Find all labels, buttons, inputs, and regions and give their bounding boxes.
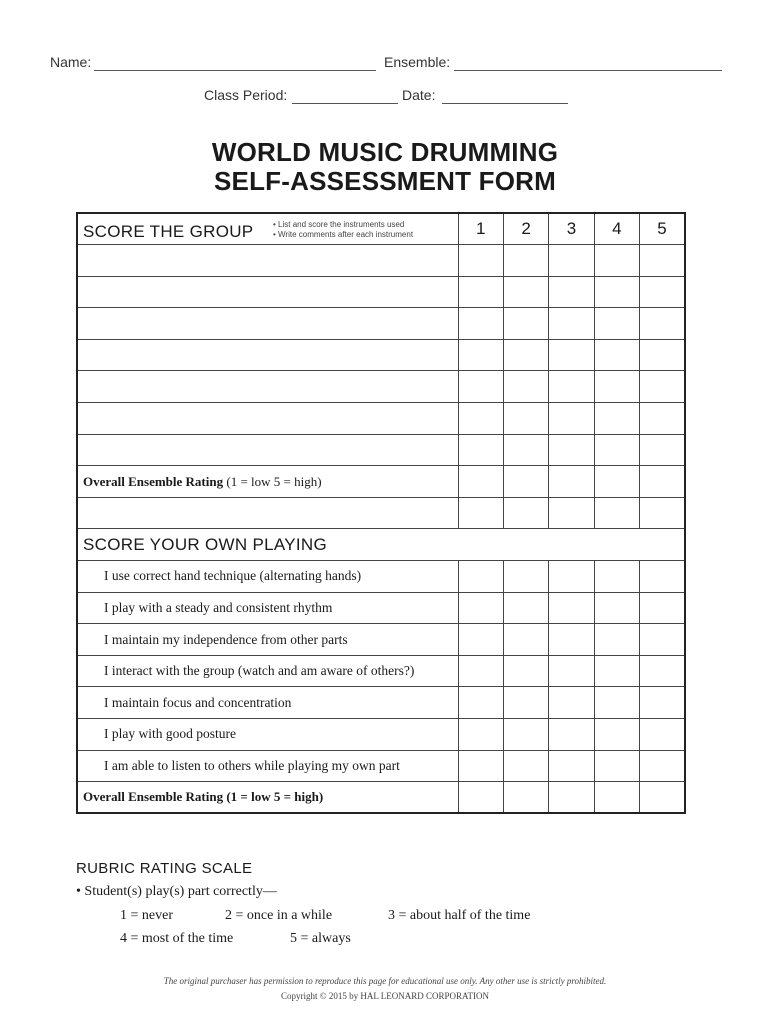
group-rating-score-1[interactable] bbox=[458, 466, 503, 498]
statement-score-1[interactable] bbox=[458, 624, 503, 656]
statement-text: I am able to listen to others while playing my own part bbox=[77, 750, 458, 782]
rating-scale-text: (1 = low 5 = high) bbox=[223, 473, 322, 489]
instrument-score-1[interactable] bbox=[458, 276, 503, 308]
instrument-score-4[interactable] bbox=[594, 371, 639, 403]
statement-score-3[interactable] bbox=[549, 655, 594, 687]
statement-score-4[interactable] bbox=[594, 655, 639, 687]
score-the-group-heading: SCORE THE GROUP bbox=[83, 222, 254, 241]
instrument-score-1[interactable] bbox=[458, 308, 503, 340]
statement-score-3[interactable] bbox=[549, 592, 594, 624]
group-rating-score-3[interactable] bbox=[549, 466, 594, 498]
statement-score-2[interactable] bbox=[503, 592, 548, 624]
instrument-row bbox=[77, 245, 685, 277]
group-comment-score-2[interactable] bbox=[503, 497, 548, 529]
instrument-row bbox=[77, 339, 685, 371]
instrument-score-1[interactable] bbox=[458, 434, 503, 466]
instrument-row bbox=[77, 276, 685, 308]
statement-score-1[interactable] bbox=[458, 750, 503, 782]
instrument-row bbox=[77, 308, 685, 340]
instruction-2: • Write comments after each instrument bbox=[273, 230, 414, 239]
instrument-score-2[interactable] bbox=[503, 371, 548, 403]
instrument-score-1[interactable] bbox=[458, 371, 503, 403]
statement-score-5[interactable] bbox=[640, 561, 685, 593]
instrument-score-5[interactable] bbox=[640, 339, 685, 371]
group-comment-score-5[interactable] bbox=[640, 497, 685, 529]
group-comment-row bbox=[77, 497, 685, 529]
statement-text: I maintain my independence from other parts bbox=[77, 624, 458, 656]
rubric-bullet: • Student(s) play(s) part correctly— bbox=[76, 884, 277, 899]
group-rating-score-2[interactable] bbox=[503, 466, 548, 498]
statement-score-1[interactable] bbox=[458, 687, 503, 719]
instrument-score-4[interactable] bbox=[594, 434, 639, 466]
instrument-score-4[interactable] bbox=[594, 276, 639, 308]
own-rating-score-3[interactable] bbox=[549, 782, 594, 814]
instrument-score-2[interactable] bbox=[503, 339, 548, 371]
period-date-row bbox=[204, 87, 568, 107]
name-field[interactable] bbox=[94, 70, 376, 71]
statement-score-2[interactable] bbox=[503, 719, 548, 751]
statement-row bbox=[77, 655, 685, 687]
group-comment-score-1[interactable] bbox=[458, 497, 503, 529]
instrument-entry-field[interactable] bbox=[77, 339, 458, 371]
own-rating-row bbox=[77, 782, 685, 814]
title-line-2: SELF-ASSESSMENT FORM bbox=[213, 166, 556, 196]
statement-text: I use correct hand technique (alternating hands) bbox=[77, 561, 458, 593]
instrument-score-5[interactable] bbox=[640, 245, 685, 277]
scale-2: 2 = once in a while bbox=[225, 908, 333, 923]
group-instructions bbox=[273, 220, 413, 240]
group-comment-field[interactable] bbox=[77, 497, 458, 529]
instrument-score-2[interactable] bbox=[503, 276, 548, 308]
statement-score-3[interactable] bbox=[549, 624, 594, 656]
instrument-score-3[interactable] bbox=[549, 339, 594, 371]
statement-score-5[interactable] bbox=[640, 655, 685, 687]
statement-text: I play with a steady and consistent rhythm bbox=[77, 592, 458, 624]
scale-5: 5 = always bbox=[290, 931, 351, 946]
instrument-score-5[interactable] bbox=[640, 276, 685, 308]
score-your-own-playing-heading: SCORE YOUR OWN PLAYING bbox=[77, 529, 685, 561]
instrument-entry-field[interactable] bbox=[77, 403, 458, 435]
statement-score-1[interactable] bbox=[458, 655, 503, 687]
score-col-3: 3 bbox=[549, 213, 594, 245]
statement-score-5[interactable] bbox=[640, 592, 685, 624]
score-col-5: 5 bbox=[640, 213, 685, 245]
scale-1: 1 = never bbox=[120, 908, 173, 923]
statement-row bbox=[77, 687, 685, 719]
instrument-score-1[interactable] bbox=[458, 403, 503, 435]
group-comment-score-4[interactable] bbox=[594, 497, 639, 529]
group-rating-row bbox=[77, 466, 685, 498]
instrument-score-3[interactable] bbox=[549, 245, 594, 277]
statement-score-4[interactable] bbox=[594, 687, 639, 719]
instrument-score-3[interactable] bbox=[549, 434, 594, 466]
instrument-score-3[interactable] bbox=[549, 276, 594, 308]
ensemble-field[interactable] bbox=[454, 70, 722, 71]
instrument-entry-field[interactable] bbox=[77, 371, 458, 403]
statement-score-5[interactable] bbox=[640, 719, 685, 751]
statement-score-2[interactable] bbox=[503, 750, 548, 782]
page-title bbox=[0, 138, 770, 196]
statement-score-4[interactable] bbox=[594, 561, 639, 593]
statement-score-5[interactable] bbox=[640, 687, 685, 719]
ensemble-label: Ensemble: bbox=[384, 54, 451, 70]
own-rating-score-4[interactable] bbox=[594, 782, 639, 814]
own-rating-score-5[interactable] bbox=[640, 782, 685, 814]
instrument-score-2[interactable] bbox=[503, 403, 548, 435]
score-col-2: 2 bbox=[503, 213, 548, 245]
own-rating-score-2[interactable] bbox=[503, 782, 548, 814]
permission-notice: The original purchaser has permission to reproduce this page for educational use only. Any other use is strictly prohibited. bbox=[163, 976, 607, 986]
own-rating-score-1[interactable] bbox=[458, 782, 503, 814]
instrument-entry-field[interactable] bbox=[77, 434, 458, 466]
statement-score-4[interactable] bbox=[594, 592, 639, 624]
group-comment-score-3[interactable] bbox=[549, 497, 594, 529]
instrument-score-4[interactable] bbox=[594, 403, 639, 435]
own-header-row bbox=[77, 529, 685, 561]
instruction-1: • List and score the instruments used bbox=[273, 220, 405, 229]
instrument-score-3[interactable] bbox=[549, 371, 594, 403]
group-overall-rating-label bbox=[77, 466, 458, 498]
instrument-score-2[interactable] bbox=[503, 308, 548, 340]
title-line-1: WORLD MUSIC DRUMMING bbox=[211, 137, 559, 167]
statement-row bbox=[77, 561, 685, 593]
instrument-score-5[interactable] bbox=[640, 434, 685, 466]
statement-score-1[interactable] bbox=[458, 719, 503, 751]
instrument-score-2[interactable] bbox=[503, 434, 548, 466]
instrument-row bbox=[77, 434, 685, 466]
statement-score-2[interactable] bbox=[503, 624, 548, 656]
group-rating-score-5[interactable] bbox=[640, 466, 685, 498]
group-header-cell bbox=[77, 213, 458, 245]
scale-4: 4 = most of the time bbox=[120, 931, 234, 946]
statement-score-4[interactable] bbox=[594, 719, 639, 751]
group-rating-score-4[interactable] bbox=[594, 466, 639, 498]
instrument-score-5[interactable] bbox=[640, 371, 685, 403]
score-col-4: 4 bbox=[594, 213, 639, 245]
statement-score-3[interactable] bbox=[549, 719, 594, 751]
instrument-score-4[interactable] bbox=[594, 339, 639, 371]
instrument-entry-field[interactable] bbox=[77, 245, 458, 277]
statement-score-2[interactable] bbox=[503, 687, 548, 719]
scale-3: 3 = about half of the time bbox=[388, 908, 531, 923]
statement-score-3[interactable] bbox=[549, 687, 594, 719]
instrument-score-2[interactable] bbox=[503, 245, 548, 277]
statement-score-1[interactable] bbox=[458, 592, 503, 624]
statement-score-3[interactable] bbox=[549, 561, 594, 593]
instrument-entry-field[interactable] bbox=[77, 276, 458, 308]
statement-row bbox=[77, 624, 685, 656]
instrument-score-3[interactable] bbox=[549, 403, 594, 435]
date-label: Date: bbox=[402, 87, 436, 103]
statement-text: I play with good posture bbox=[77, 719, 458, 751]
instrument-score-5[interactable] bbox=[640, 308, 685, 340]
score-col-1: 1 bbox=[458, 213, 503, 245]
instrument-row bbox=[77, 371, 685, 403]
statement-score-2[interactable] bbox=[503, 561, 548, 593]
statement-score-3[interactable] bbox=[549, 750, 594, 782]
copyright: Copyright © 2015 by HAL LEONARD CORPORATION bbox=[280, 991, 489, 1001]
statement-text: I maintain focus and concentration bbox=[77, 687, 458, 719]
statement-row bbox=[77, 719, 685, 751]
statement-score-1[interactable] bbox=[458, 561, 503, 593]
date-field[interactable] bbox=[442, 103, 568, 104]
instrument-entry-field[interactable] bbox=[77, 308, 458, 340]
group-header-row bbox=[77, 213, 685, 245]
instrument-score-4[interactable] bbox=[594, 308, 639, 340]
statement-score-4[interactable] bbox=[594, 750, 639, 782]
name-ensemble-row bbox=[50, 54, 722, 74]
statement-text: I interact with the group (watch and am aware of others?) bbox=[77, 655, 458, 687]
instrument-score-4[interactable] bbox=[594, 245, 639, 277]
class-period-label: Class Period: bbox=[204, 87, 288, 103]
instrument-score-1[interactable] bbox=[458, 339, 503, 371]
rubric-title: RUBRIC RATING SCALE bbox=[76, 860, 253, 877]
instrument-row bbox=[77, 403, 685, 435]
statement-score-2[interactable] bbox=[503, 655, 548, 687]
instrument-score-1[interactable] bbox=[458, 245, 503, 277]
statement-score-4[interactable] bbox=[594, 624, 639, 656]
instrument-score-5[interactable] bbox=[640, 403, 685, 435]
class-period-field[interactable] bbox=[292, 103, 398, 104]
statement-row bbox=[77, 592, 685, 624]
own-overall-rating-label: Overall Ensemble Rating (1 = low 5 = high) bbox=[77, 782, 458, 814]
statement-row bbox=[77, 750, 685, 782]
assessment-table bbox=[76, 212, 686, 814]
instrument-score-3[interactable] bbox=[549, 308, 594, 340]
rating-bold-text: Overall Ensemble Rating bbox=[83, 473, 224, 489]
statement-score-5[interactable] bbox=[640, 750, 685, 782]
statement-score-5[interactable] bbox=[640, 624, 685, 656]
name-label: Name: bbox=[50, 54, 92, 70]
